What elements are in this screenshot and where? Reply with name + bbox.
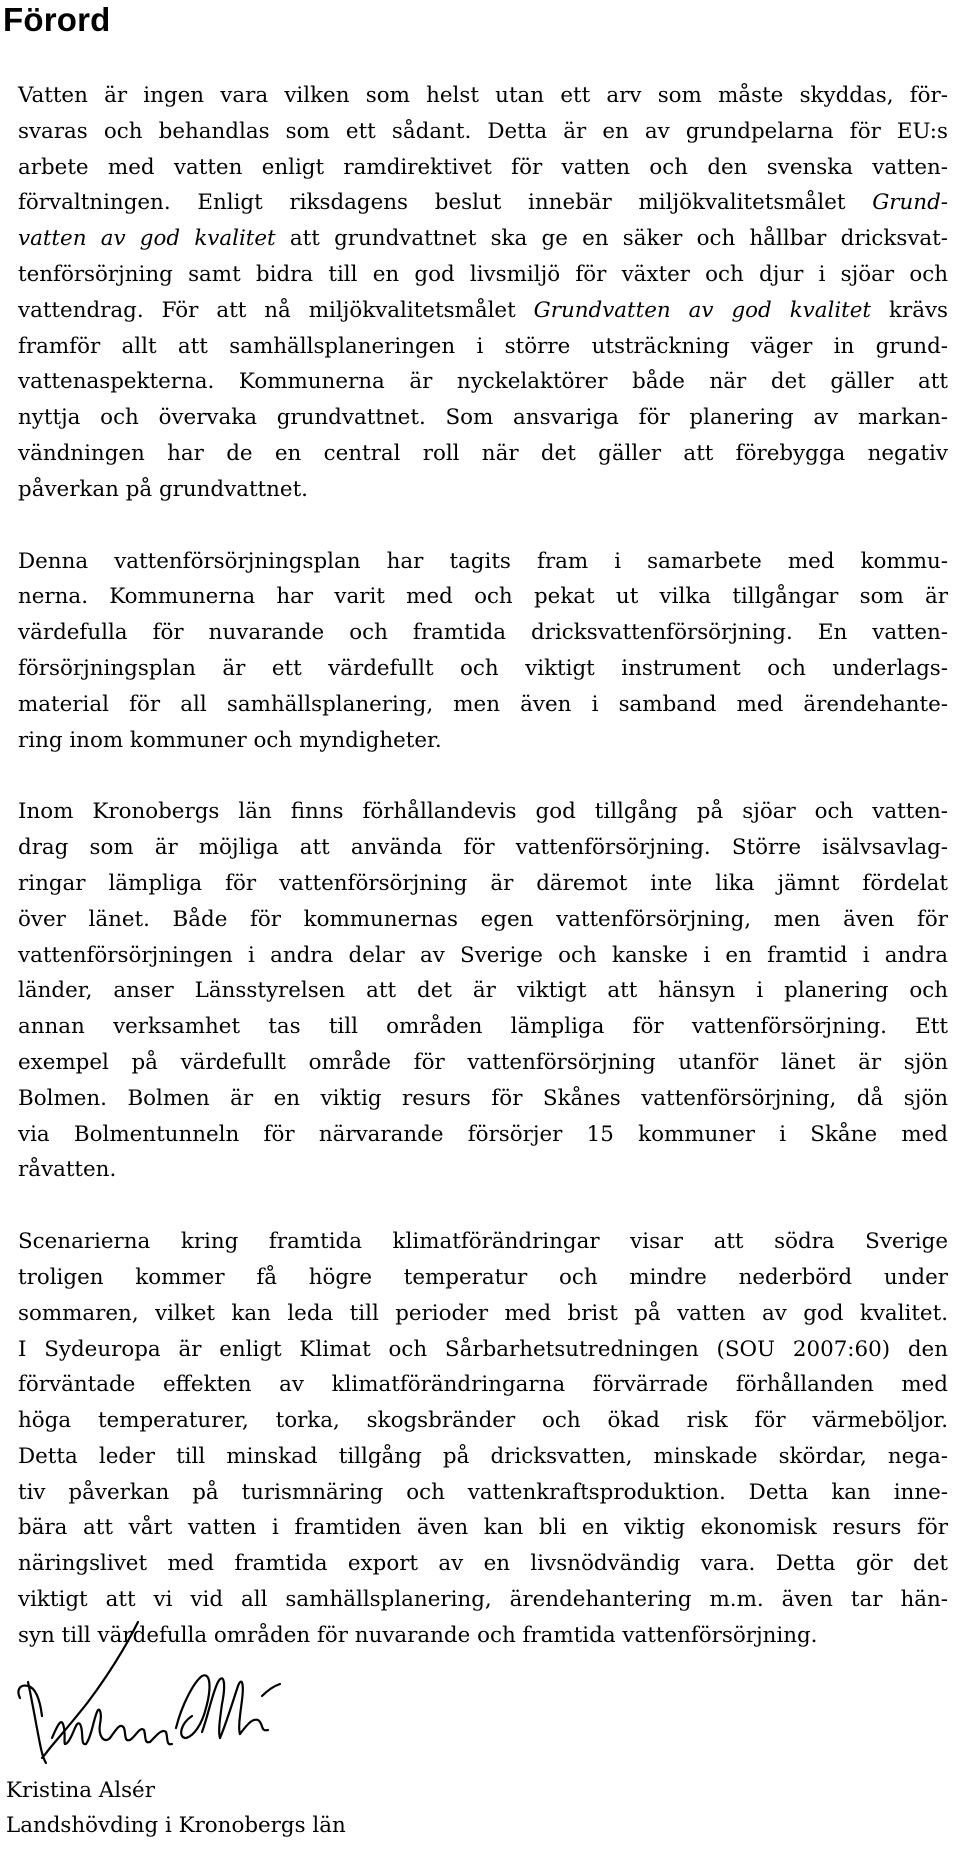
text-run: vändningen har de en central roll när det gäller att förebygga negativ xyxy=(18,440,948,466)
text-line xyxy=(18,1152,948,1188)
text-run: förvaltningen. Enligt riksdagens beslut innebär miljökvalitetsmålet xyxy=(18,190,873,216)
text-line xyxy=(18,687,948,723)
text-run: krävs xyxy=(871,297,949,323)
text-run: ring inom kommuner och myndigheter. xyxy=(18,727,442,753)
text-run: arbete med vatten enligt ramdirektivet för vatten och den svenska vatten- xyxy=(18,154,948,180)
text-run: näringslivet med framtida export av en livsnödvändig vara. Detta gör det xyxy=(18,1551,948,1577)
text-run: vattenförsörjningen i andra delar av Sverige och kanske i en framtid i andra xyxy=(18,942,948,968)
body-text xyxy=(18,78,948,1654)
italic-text: Grund- xyxy=(872,190,948,216)
text-run: bära att vårt vatten i framtiden även kan bli en viktig ekonomisk resurs för xyxy=(18,1515,948,1541)
text-line xyxy=(18,436,948,472)
text-run: Scenarierna kring framtida klimatförändringar visar att södra Sverige xyxy=(18,1229,948,1255)
text-run: länder, anser Länsstyrelsen att det är viktigt att hänsyn i planering och xyxy=(18,978,948,1004)
text-run: tiv påverkan på turismnäring och vattenkraftsproduktion. Detta kan inne- xyxy=(18,1479,948,1505)
text-line xyxy=(18,1296,948,1332)
paragraph xyxy=(18,78,948,508)
text-line xyxy=(18,114,948,150)
text-line xyxy=(18,1475,948,1511)
text-run: värdefulla för nuvarande och framtida dricksvattenförsörjning. En vatten- xyxy=(18,620,948,646)
text-line xyxy=(18,1045,948,1081)
text-run: annan verksamhet tas till områden lämpliga för vattenförsörjning. Ett xyxy=(18,1014,948,1040)
text-run: påverkan på grundvattnet. xyxy=(18,476,308,502)
text-run: höga temperaturer, torka, skogsbränder och ökad risk för värmeböljor. xyxy=(18,1408,948,1434)
text-run: troligen kommer få högre temperatur och mindre nederbörd under xyxy=(18,1264,948,1290)
text-run: råvatten. xyxy=(18,1157,117,1183)
text-run: nyttja och övervaka grundvattnet. Som ansvariga för planering av markan- xyxy=(18,405,948,431)
text-line xyxy=(18,78,948,114)
text-line xyxy=(18,1332,948,1368)
text-run: ringar lämpliga för vattenförsörjning är däremot inte lika jämnt fördelat xyxy=(18,870,948,896)
text-line xyxy=(18,1009,948,1045)
text-run: försörjningsplan är ett värdefullt och viktigt instrument och underlags- xyxy=(18,655,948,681)
text-line xyxy=(18,150,948,186)
text-run: Inom Kronobergs län finns förhållandevis god tillgång på sjöar och vatten- xyxy=(18,799,948,825)
text-line xyxy=(18,866,948,902)
text-line xyxy=(18,1081,948,1117)
text-run: nerna. Kommunerna har varit med och pekat ut vilka tillgångar som är xyxy=(18,584,948,610)
text-line xyxy=(18,221,948,257)
text-line xyxy=(18,794,948,830)
text-line xyxy=(18,938,948,974)
signer-name: Kristina Alsér xyxy=(6,1778,155,1803)
text-line xyxy=(18,1510,948,1546)
text-line xyxy=(18,364,948,400)
text-line xyxy=(18,830,948,866)
paragraph xyxy=(18,794,948,1188)
signer-block xyxy=(6,1773,346,1843)
text-run: exempel på värdefullt område för vattenförsörjning utanför länet är sjön xyxy=(18,1049,948,1075)
text-run: Bolmen. Bolmen är en viktig resurs för Skånes vattenförsörjning, då sjön xyxy=(18,1085,948,1111)
text-line xyxy=(18,293,948,329)
paragraph xyxy=(18,1224,948,1654)
text-run: att grundvattnet ska ge en säker och hållbar dricksvat- xyxy=(275,226,948,252)
text-line xyxy=(18,1260,948,1296)
handwritten-signature xyxy=(6,1620,351,1770)
text-line xyxy=(18,723,948,759)
paragraph xyxy=(18,544,948,759)
text-run: I Sydeuropa är enligt Klimat och Sårbarhetsutredningen (SOU 2007:60) den xyxy=(18,1336,948,1362)
text-line xyxy=(18,1224,948,1260)
text-run: framför allt att samhällsplaneringen i större utsträckning väger in grund- xyxy=(18,333,948,359)
text-run: tenförsörjning samt bidra till en god livsmiljö för växter och djur i sjöar och xyxy=(18,261,948,287)
text-line xyxy=(18,902,948,938)
italic-text: Grundvatten av god kvalitet xyxy=(533,297,872,323)
text-run: vattendrag. För att nå miljökvalitetsmålet xyxy=(18,297,534,323)
text-line xyxy=(18,1546,948,1582)
text-line xyxy=(18,1582,948,1618)
text-run: Vatten är ingen vara vilken som helst utan ett arv som måste skyddas, för- xyxy=(18,83,948,108)
text-run: svaras och behandlas som ett sådant. Detta är en av grundpelarna för EU:s xyxy=(18,118,948,144)
text-line xyxy=(18,1403,948,1439)
text-run: syn till värdefulla områden för nuvarande och framtida vattenförsörjning. xyxy=(18,1622,818,1648)
text-run: förväntade effekten av klimatförändringarna förvärrade förhållanden med xyxy=(18,1372,948,1398)
text-line xyxy=(18,257,948,293)
text-line xyxy=(18,579,948,615)
italic-text: vatten av god kvalitet xyxy=(18,226,276,252)
text-line xyxy=(18,329,948,365)
text-run: viktigt att vi vid all samhällsplanering, ärendehantering m.m. även tar hän- xyxy=(18,1587,948,1613)
text-run: material för all samhällsplanering, men även i samband med ärendehante- xyxy=(18,691,948,717)
signer-title: Landshövding i Kronobergs län xyxy=(6,1813,346,1838)
text-line xyxy=(18,1117,948,1153)
text-line xyxy=(18,1439,948,1475)
text-run: via Bolmentunneln för närvarande försörjer 15 kommuner i Skåne med xyxy=(18,1121,948,1147)
text-line xyxy=(18,185,948,221)
text-line xyxy=(18,615,948,651)
text-run: sommaren, vilket kan leda till perioder med brist på vatten av god kvalitet. xyxy=(18,1300,948,1326)
text-line xyxy=(18,400,948,436)
text-run: vattenaspekterna. Kommunerna är nyckelaktörer både när det gäller att xyxy=(18,369,948,395)
text-run: Detta leder till minskad tillgång på dricksvatten, minskade skördar, nega- xyxy=(18,1443,948,1469)
text-line xyxy=(18,544,948,580)
text-line xyxy=(18,973,948,1009)
text-run: över länet. Både för kommunernas egen vattenförsörjning, men även för xyxy=(18,906,948,932)
text-line xyxy=(18,1367,948,1403)
text-run: drag som är möjliga att använda för vattenförsörjning. Större isälvsavlag- xyxy=(18,835,948,861)
page-title: Förord xyxy=(3,1,111,38)
text-line xyxy=(18,651,948,687)
text-line xyxy=(18,472,948,508)
text-run: Denna vattenförsörjningsplan har tagits fram i samarbete med kommu- xyxy=(18,548,948,574)
